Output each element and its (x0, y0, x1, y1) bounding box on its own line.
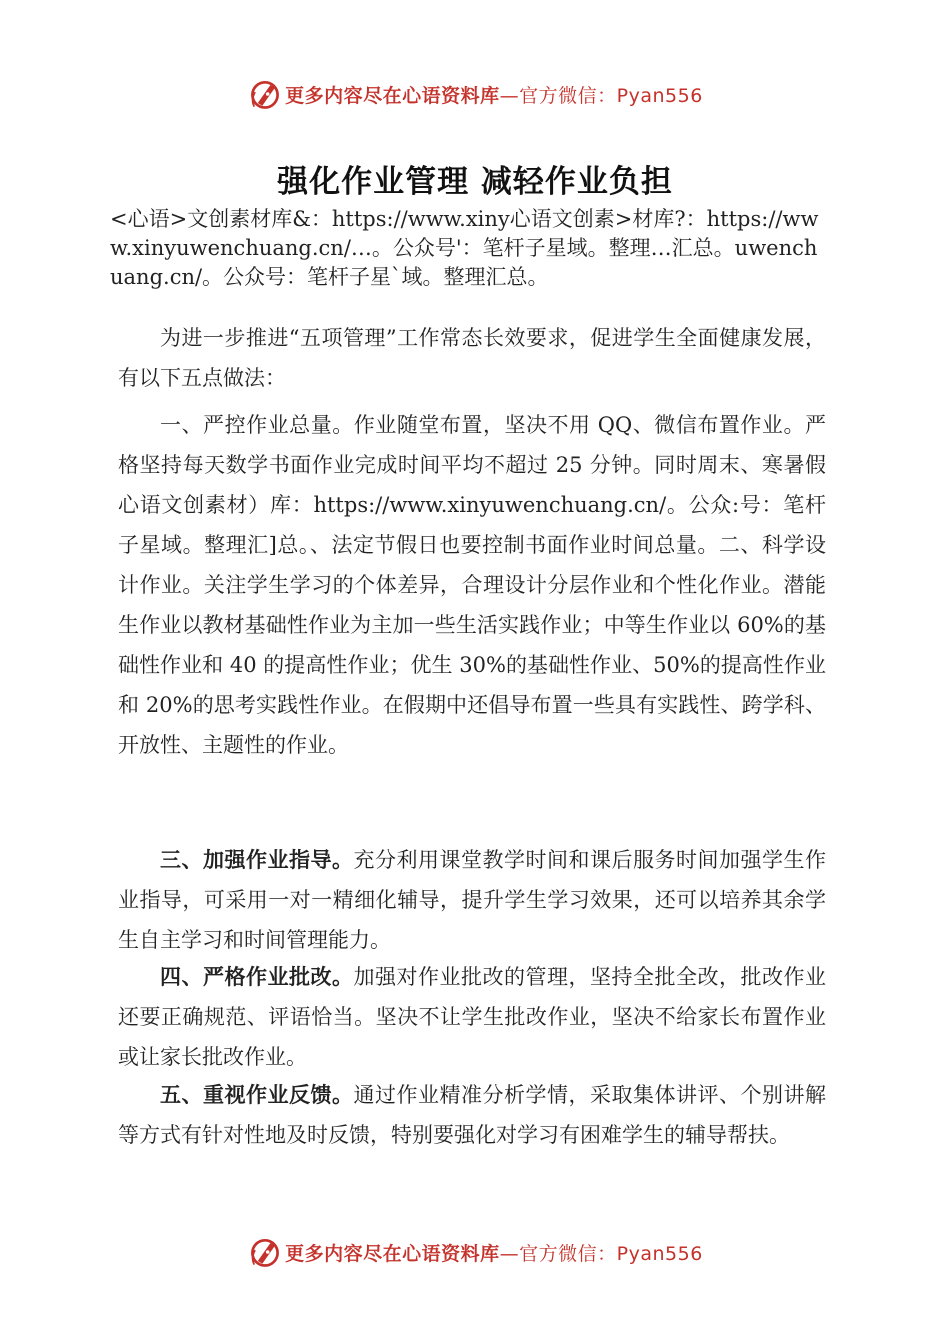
source-note: <心语>文创素材库&：https://www.xiny心语文创素>材库?：https://www.xinyuwenchuang.cn/…。公众号'：笔杆子星域。整理…汇总。uwenchuang.cn/。公众号：笔杆子星`域。整理汇总。 (110, 207, 819, 289)
point-four-heading: 四、严格作业批改。 (160, 965, 354, 989)
point-five-heading: 五、重视作业反馈。 (160, 1083, 354, 1107)
point-four-body: 加强对作业批改的管理，坚持全批全改，批改作业还要正确规范、评语恰当。坚决不让学生批改作业，坚决不给家长布置作业或让家长批改作业。 (118, 965, 826, 1069)
pen-nib-logo-icon (247, 76, 283, 112)
point-five-body: 通过作业精准分析学情，采取集体讲评、个别讲解等方式有针对性地及时反馈，特别要强化对学习有困难学生的辅导帮扶。 (118, 1083, 826, 1147)
point-three-paragraph (118, 840, 826, 960)
pen-nib-logo-icon (247, 1234, 283, 1270)
header-banner (0, 72, 950, 116)
point-one-paragraph: 一、严控作业总量。作业随堂布置，坚决不用 QQ、微信布置作业。严格坚持每天数学书面作业完成时间平均不超过 25 分钟。同时周末、寒暑假心语文创素材）库：https://www.xinyuwenchuang.cn/。公众:号：笔杆子星域。整理汇]总。、法定节假日也要控制书面作业时间总量。二、科学设计作业。关注学生学习的个体差异，合理设计分层作业和个性化作业。潜能生作业以教材基础性作业为主加一些生活实践作业；中等生作业以 60%的基础性作业和 40 的提高性作业；优生 30%的基础性作业、50%的提高性作业和 20%的思考实践性作业。在假期中还倡导布置一些具有实践性、跨学科、开放性、主题性的作业。 (118, 413, 826, 757)
point-three-body: 充分利用课堂教学时间和课后服务时间加强学生作业指导，可采用一对一精细化辅导，提升学生学习效果，还可以培养其余学生自主学习和时间管理能力。 (118, 848, 826, 952)
point-three-heading: 三、加强作业指导。 (160, 848, 354, 872)
header-banner-text: 更多内容尽在心语资料库—官方微信：Pyan556 (285, 84, 703, 107)
intro-paragraph: 为进一步推进“五项管理”工作常态长效要求，促进学生全面健康发展，有以下五点做法： (118, 326, 826, 390)
point-five-paragraph (118, 1075, 826, 1155)
document-title: 强化作业管理 减轻作业负担 (277, 164, 673, 200)
point-four-paragraph (118, 957, 826, 1077)
footer-banner-text: 更多内容尽在心语资料库—官方微信：Pyan556 (285, 1242, 703, 1265)
footer-banner (0, 1230, 950, 1274)
